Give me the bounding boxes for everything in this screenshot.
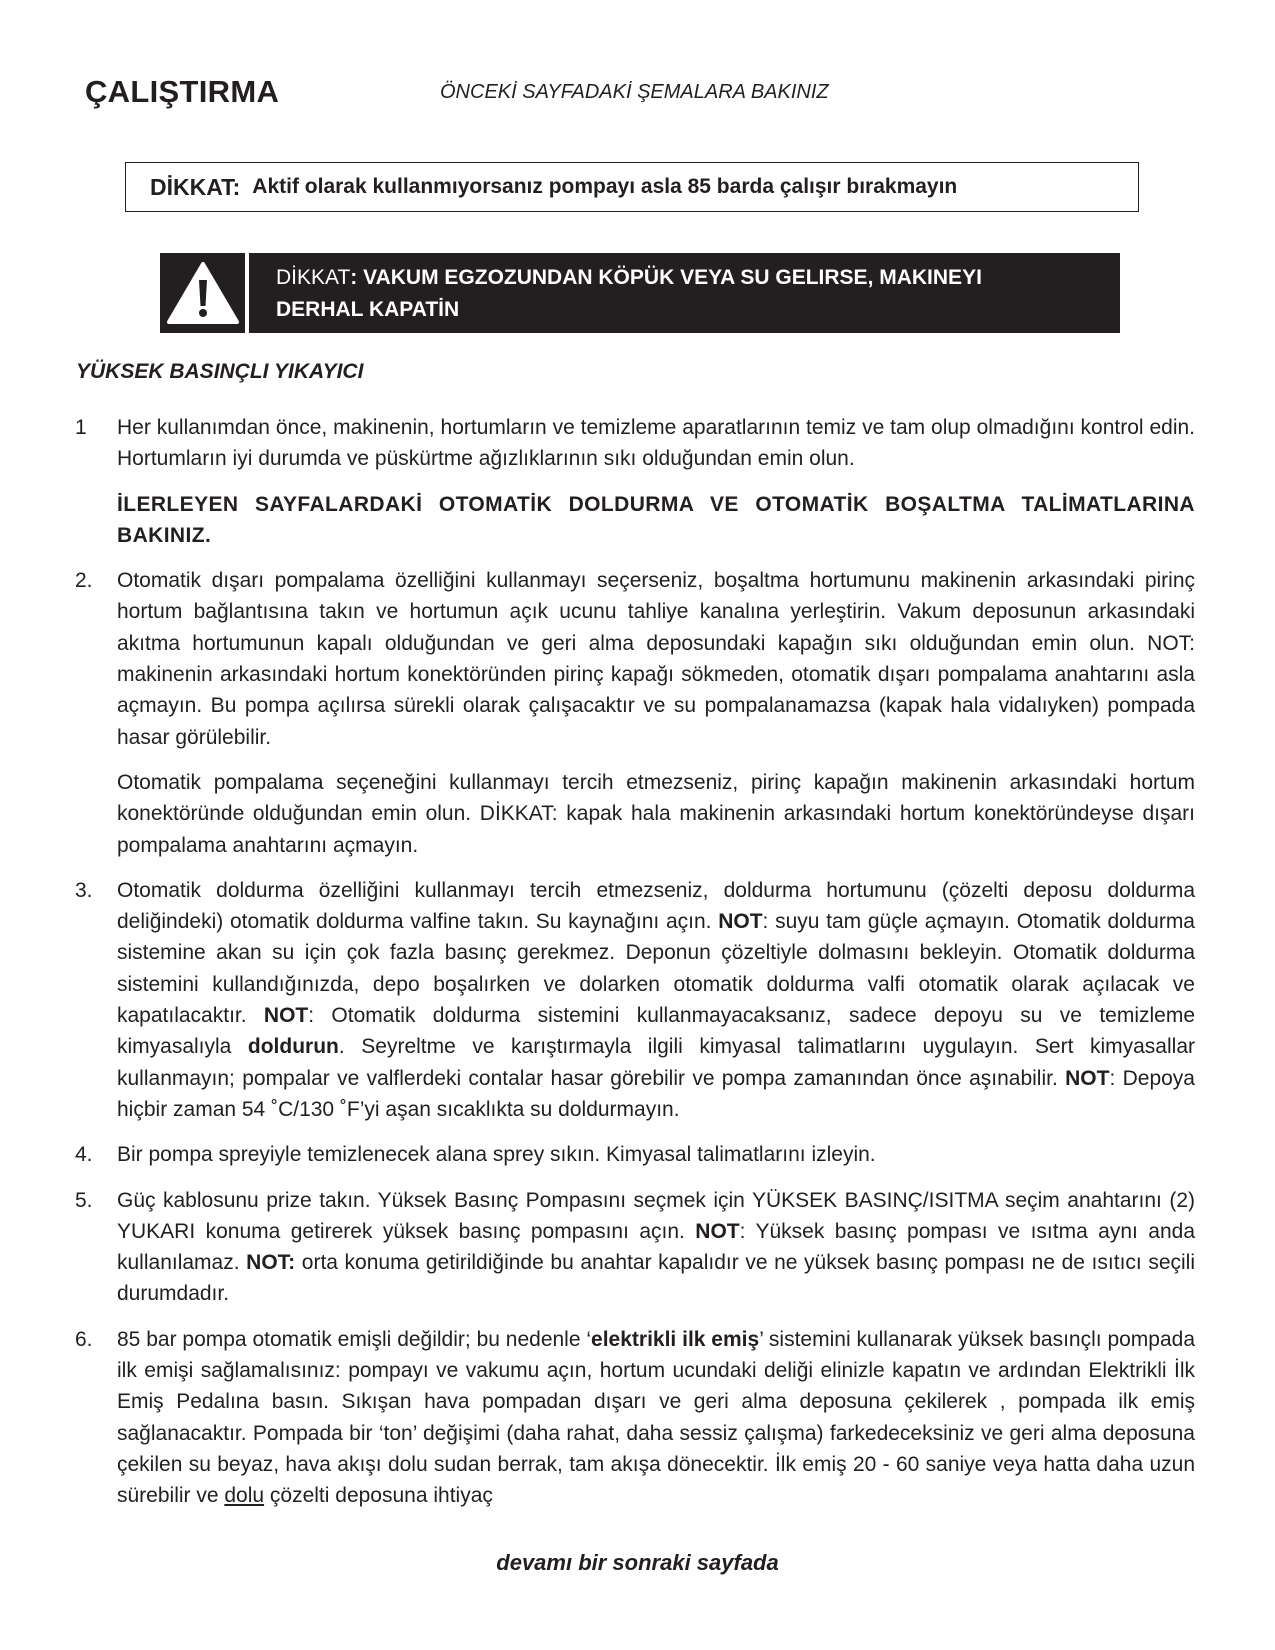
- continued-note: devamı bir sonraki sayfada: [496, 1550, 779, 1575]
- caution-text: Aktif olarak kullanmıyorsanız pompayı asla 85 barda çalışır bırakmayın: [252, 175, 958, 198]
- list-item: [75, 1139, 1195, 1184]
- item-body: [117, 565, 1195, 875]
- warning-triangle-icon: [166, 260, 240, 326]
- item-body: [117, 1185, 1195, 1324]
- item-body: [117, 875, 1195, 1139]
- item-number: 2.: [75, 569, 93, 593]
- text-run: : suyu tam güçle açmayın. Otomatik doldurma sistemine akan su için çok fazla basınç gerekmez. Deponun çözeltiyle dolmasını bekleyin. Otomatik doldurma sistemini kullandığınızda, depo boşalırken ve dolarken otomatik doldurma valfi otomatik olarak açılacak ve kapatılacaktır.: [117, 910, 1195, 1028]
- underlined-term: dolu: [224, 1484, 265, 1508]
- item-number: 3.: [75, 878, 93, 902]
- note-label: NOT: [718, 910, 763, 934]
- warning-label: DİKKAT: [276, 266, 351, 289]
- list-item: [75, 1185, 1195, 1324]
- item-body: [117, 1324, 1195, 1526]
- warning-text-1: : VAKUM EGZOZUNDAN KÖPÜK VEYA SU GELIRSE, MAKINEYI: [350, 266, 982, 289]
- item-number: 4.: [75, 1143, 93, 1167]
- text-run: : Depoya hiçbir zaman 54 ˚C/130 ˚F’yi aşan sıcaklıkta su doldurmayın.: [117, 1066, 1195, 1121]
- text-run: orta konuma getirildiğinde bu anahtar kapalıdır ve ne yüksek basınç pompası ne de ısıtıcı seçili durumdadır.: [117, 1251, 1196, 1306]
- text-run: . Seyreltme ve karıştırmayla ilgili kimyasal talimatlarını uygulayın. Sert kimyasallar kullanmayın; pompalar ve valflerdeki contalar hasar görebilir ve pompa zamanından önce aşınabilir.: [117, 1035, 1195, 1090]
- item-paragraph: Bir pompa spreyiyle temizlenecek alana sprey sıkın. Kimyasal talimatlarını izleyin.: [117, 1143, 876, 1167]
- warning-icon-box: [160, 253, 245, 333]
- note-label: NOT: [695, 1219, 740, 1243]
- note-label: NOT: [263, 1004, 309, 1028]
- bold-term: elektrikli ilk emiş: [591, 1327, 760, 1351]
- item-paragraph: Her kullanımdan önce, makinenin, hortumların ve temizleme aparatlarının temiz ve tam olup olmadığını kontrol edin. Hortumların iyi durumda ve püskürtme ağızlıklarının sıkı olduğundan emin olun.: [117, 416, 1195, 471]
- item-paragraph: [117, 875, 1195, 1125]
- caution-label: DİKKAT:: [150, 173, 241, 200]
- item-paragraph: [117, 1324, 1195, 1512]
- item-body: [117, 1139, 1195, 1184]
- warning-line-2: DERHAL KAPATİN: [276, 298, 460, 321]
- list-item: [75, 1324, 1195, 1526]
- text-run: çözelti deposuna ihtiyaç: [264, 1484, 493, 1508]
- text-run: Güç kablosunu prize takın. Yüksek Basınç Pompasını seçmek için YÜKSEK BASINÇ/ISITMA seçim anahtarını (2) YUKARI konuma getirerek yüksek basınç pompasını açın.: [117, 1188, 1195, 1243]
- list-item: [75, 412, 1195, 565]
- section-title: YÜKSEK BASINÇLI YIKAYICI: [76, 360, 364, 383]
- list-item: [75, 875, 1195, 1139]
- page-subtitle: ÖNCEKİ SAYFADAKİ ŞEMALARA BAKINIZ: [440, 81, 829, 103]
- text-run: Otomatik doldurma özelliğini kullanmayı tercih etmezseniz, doldurma hortumunu (çözelti deposu doldurma deliğindeki) otomatik doldurma valfine takın. Su kaynağını açın.: [117, 878, 1195, 934]
- item-number: 6.: [75, 1327, 93, 1351]
- bold-term: doldurun: [247, 1035, 339, 1059]
- text-run: ’ sistemini kullanarak yüksek basınçlı pompada ilk emişi sağlamalısınız: pompayı ve vakumu açın, hortum ucundaki deliği elinizle kapatın ve ardından Elektrikli İlk Emiş Pedalına basın. Sıkışan hava pompadan dışarı ve geri alma deposuna çekilerek , pompada ilk emiş sağlanacaktır. Pompada bir ‘ton’ değişimi (daha rahat, daha sessiz çalışma) farkedeceksiniz ve geri alma deposuna çekilen su beyaz, hava akışı dolu sudan berrak, tam akışa dönecektir. İlk emiş 20 - 60 saniye veya hatta daha uzun sürebilir ve: [117, 1327, 1196, 1508]
- note-label: NOT: [1065, 1066, 1110, 1090]
- item-number: 5.: [75, 1188, 93, 1212]
- item-paragraph: [117, 1185, 1195, 1310]
- text-run: : Otomatik doldurma sistemini kullanmayacaksanız, sadece depoyu su ve temizleme kimyasalıyla: [117, 1004, 1196, 1059]
- warning-line-1: [276, 262, 1120, 294]
- warning-banner: [249, 253, 1120, 333]
- page-title: ÇALIŞTIRMA: [85, 74, 280, 109]
- text-run: 85 bar pompa otomatik emişli değildir; bu nedenle ‘: [117, 1327, 592, 1351]
- instruction-list: [75, 412, 1195, 1526]
- text-run: : Yüksek basınç pompası ve ısıtma aynı anda kullanılamaz.: [117, 1219, 1195, 1275]
- note-label: NOT:: [246, 1251, 296, 1275]
- caution-box: [125, 162, 1139, 212]
- item-paragraph: Otomatik dışarı pompalama özelliğini kullanmayı seçerseniz, boşaltma hortumunu makinenin arkasındaki pirinç hortum bağlantısına takın ve hortumun açık ucunu tahliye kanalına yerleştirin. Vakum deposunun arkasındaki akıtma hortumunun kapalı olduğundan ve geri alma deposundaki kapağın sıkı olduğundan emin olun. NOT: makinenin arkasındaki hortum konektöründen pirinç kapağı sökmeden, otomatik dışarı pompalama anahtarını asla açmayın. Bu pompa açılırsa sürekli olarak çalışacaktır ve su pompalanamazsa (kapak hala vidalıyken) pompada hasar görülebilir.: [117, 569, 1195, 749]
- item-body: [117, 412, 1195, 565]
- item-emphasis: İLERLEYEN SAYFALARDAKİ OTOMATİK DOLDURMA VE OTOMATİK BOŞALTMA TALİMATLARINA BAKINIZ.: [117, 492, 1195, 547]
- item-number: 1: [75, 416, 87, 439]
- list-item: [75, 565, 1195, 875]
- item-paragraph: Otomatik pompalama seçeneğini kullanmayı tercih etmezseniz, pirinç kapağın makinenin arkasındaki hortum konektöründe olduğundan emin olun. DİKKAT: kapak hala makinenin arkasındaki hortum konektöründeyse dışarı pompalama anahtarını açmayın.: [117, 770, 1195, 857]
